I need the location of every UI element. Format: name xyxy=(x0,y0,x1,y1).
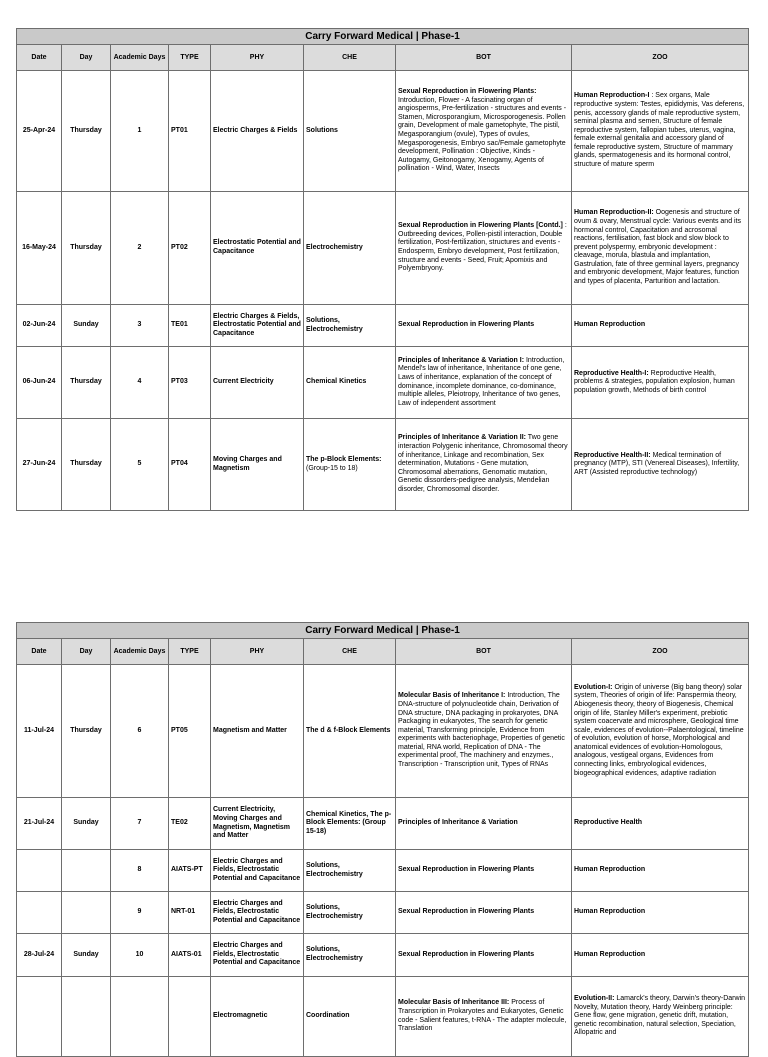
cell-academic-day: 4 xyxy=(111,347,169,419)
table-row xyxy=(17,977,749,1057)
col-header-zoo: ZOO xyxy=(572,45,749,71)
col-header-date: Date xyxy=(17,639,62,665)
cell-che: The d & f-Block Elements xyxy=(304,665,396,798)
cell-zoo-text: : Sex organs, Male reproductive system: Testes, epididymis, Vas deferens, penis, accessory glands of male reproductive system, seminal plasma and semen, Structure of female reproductive system, fallopian tubes, uterus, vagina, female external genitalia and accessory gland of female reproductive system, Structure of mammary glands, spermatogenesis and its hormonal control, structure of mature sperm xyxy=(574,92,745,169)
col-header-date: Date xyxy=(17,45,62,71)
cell-day xyxy=(62,977,111,1057)
cell-type: TE02 xyxy=(169,798,211,850)
cell-date xyxy=(17,850,62,892)
cell-zoo-text: Medical termination of pregnancy (MTP), STI (Venereal Diseases), Infertility, ART (Assisted reproductive technology) xyxy=(574,451,740,476)
cell-bot-text: Process of Transcription in Prokaryotes and Eukaryotes, Genetic code - Salient features, t-RNA - The adapter molecule, Translation xyxy=(398,999,567,1033)
cell-che: Solutions xyxy=(304,71,396,192)
cell-type: PT03 xyxy=(169,347,211,419)
cell-zoo-text: Origin of universe (Big bang theory) solar system, Theories of origin of life: Panspermia theory, Abiogenesis theory, theory of Biogenesis, Chemical origin of life, Stanley Miller's experiment, prebiotic system coacervate and microsphere, Geological time scale, evidences of evolution--Palaentological, timeline of evolution, evolution of horse, Morphological and anatomical evidences of evolution-Homologous, analogous, vestigeal organs, Evidences from connecting links, embryological evidences, biogeographical evidences, adaptive radiation xyxy=(574,683,744,777)
cell-phy: Current Electricity xyxy=(211,347,304,419)
cell-bot xyxy=(396,419,572,511)
cell-che: Solutions, Electrochemistry xyxy=(304,892,396,934)
cell-bot: Sexual Reproduction in Flowering Plants xyxy=(396,934,572,977)
cell-che: Solutions, Electrochemistry xyxy=(304,305,396,347)
cell-date xyxy=(17,892,62,934)
table-row xyxy=(17,798,749,850)
table-row xyxy=(17,892,749,934)
cell-zoo xyxy=(572,71,749,192)
cell-zoo xyxy=(572,977,749,1057)
cell-phy: Electric Charges and Fields, Electrostatic Potential and Capacitance xyxy=(211,892,304,934)
cell-che: Chemical Kinetics, The p-Block Elements: (Group 15-18) xyxy=(304,798,396,850)
cell-bot: Sexual Reproduction in Flowering Plants xyxy=(396,892,572,934)
cell-zoo xyxy=(572,192,749,305)
cell-day: Thursday xyxy=(62,347,111,419)
cell-academic-day: 7 xyxy=(111,798,169,850)
cell-bot-text: Introduction, Flower - A fascinating organ of angiosperms, Pre-fertilization - structures and events - Stamen, Microsporangium, Microsporogenesis. Pollen grain, Development of male gametophyte, The pistil, Megasporangium (ovule), Types of ovules, Megasporogenesis, Embryo sac/Female gametophyte development, Pollination : Objective, Kinds - Autogamy, Geitonogamy, Xenogamy, Agents of pollination - Wind, Water, Insects xyxy=(398,96,567,173)
cell-date: 25-Apr-24 xyxy=(17,71,62,192)
cell-phy: Electric Charges and Fields, Electrostatic Potential and Capacitance xyxy=(211,850,304,892)
cell-type: PT01 xyxy=(169,71,211,192)
cell-phy: Magnetism and Matter xyxy=(211,665,304,798)
cell-date: 16-May-24 xyxy=(17,192,62,305)
table-row xyxy=(17,305,749,347)
cell-bot-text: Introduction, The DNA-structure of polynucleotide chain, Derivation of DNA structure, DNA packaging in prokaryotes, DNA Packaging in eukaryotes, The search for genetic material, Transforming principle, Evidence from experiments with bacteriophage, Properties of genetic material, RNA world, Replication of DNA - The experimental proof, The machinery and enzymes., Transcription - Transcription unit, Types of RNAs xyxy=(398,692,565,769)
cell-type: NRT-01 xyxy=(169,892,211,934)
cell-phy: Electrostatic Potential and Capacitance xyxy=(211,192,304,305)
cell-zoo-heading: Reproductive Health-II: xyxy=(574,451,651,459)
cell-che xyxy=(304,419,396,511)
cell-bot-text: Introduction, Mendel's law of inheritance, Inheritance of one gene, Laws of inheritance, explanation of the concept of dominance, incomplete dominance, co-dominance, multiple alleles, Pleiotropy, Inheritance of two genes, Law of independent assortment xyxy=(398,356,565,407)
cell-che: Electrochemistry xyxy=(304,192,396,305)
cell-che: Solutions, Electrochemistry xyxy=(304,850,396,892)
cell-bot-heading: Sexual Reproduction in Flowering Plants [Contd.] xyxy=(398,222,563,230)
table-title: Carry Forward Medical | Phase-1 xyxy=(17,29,749,45)
col-header-day: Day xyxy=(62,639,111,665)
cell-zoo-heading: Evolution-II: xyxy=(574,995,615,1003)
cell-phy: Electromagnetic xyxy=(211,977,304,1057)
cell-type: PT05 xyxy=(169,665,211,798)
cell-academic-day: 2 xyxy=(111,192,169,305)
cell-zoo-heading: Human Reproduction-II: xyxy=(574,209,654,217)
table-row xyxy=(17,665,749,798)
cell-che-text: (Group-15 to 18) xyxy=(306,464,358,472)
cell-date: 11-Jul-24 xyxy=(17,665,62,798)
col-header-bot: BOT xyxy=(396,45,572,71)
cell-zoo-heading: Human Reproduction-I xyxy=(574,92,650,100)
cell-date: 28-Jul-24 xyxy=(17,934,62,977)
cell-phy: Moving Charges and Magnetism xyxy=(211,419,304,511)
col-header-type: TYPE xyxy=(169,639,211,665)
cell-phy: Electric Charges and Fields, Electrostatic Potential and Capacitance xyxy=(211,934,304,977)
cell-type: PT04 xyxy=(169,419,211,511)
cell-day: Sunday xyxy=(62,305,111,347)
cell-bot-heading: Sexual Reproduction in Flowering Plants: xyxy=(398,88,537,96)
cell-type: TE01 xyxy=(169,305,211,347)
cell-academic-day: 6 xyxy=(111,665,169,798)
cell-bot xyxy=(396,192,572,305)
cell-bot xyxy=(396,977,572,1057)
cell-academic-day: 1 xyxy=(111,71,169,192)
cell-type: AIATS-PT xyxy=(169,850,211,892)
table-row xyxy=(17,71,749,192)
cell-zoo-text: Reproductive Health, problems & strategies, population explosion, human population growth, Methods of birth control xyxy=(574,369,735,394)
cell-academic-day: 5 xyxy=(111,419,169,511)
cell-bot: Sexual Reproduction in Flowering Plants xyxy=(396,305,572,347)
cell-academic-day: 9 xyxy=(111,892,169,934)
table-row xyxy=(17,192,749,305)
cell-phy: Electric Charges & Fields, Electrostatic Potential and Capacitance xyxy=(211,305,304,347)
cell-type: AIATS-01 xyxy=(169,934,211,977)
cell-academic-day: 10 xyxy=(111,934,169,977)
cell-bot xyxy=(396,665,572,798)
col-header-academic-days: Academic Days xyxy=(111,45,169,71)
cell-date xyxy=(17,977,62,1057)
cell-date: 02-Jun-24 xyxy=(17,305,62,347)
schedule-table-1 xyxy=(16,28,749,511)
cell-che: Solutions, Electrochemistry xyxy=(304,934,396,977)
schedule-table-2 xyxy=(16,622,749,1057)
cell-bot: Sexual Reproduction in Flowering Plants xyxy=(396,850,572,892)
cell-day: Thursday xyxy=(62,192,111,305)
col-header-phy: PHY xyxy=(211,639,304,665)
col-header-che: CHE xyxy=(304,639,396,665)
cell-type: PT02 xyxy=(169,192,211,305)
cell-type xyxy=(169,977,211,1057)
table-row xyxy=(17,934,749,977)
cell-zoo-text: Lamarck's theory, Darwin's theory-Darwin Novelty, Mutation theory, Hardy Weinberg principle: Gene flow, gene migration, genetic drift, mutation, genetic recombination, natural selection, Speciation, Allopatric and xyxy=(574,995,745,1037)
table-row xyxy=(17,347,749,419)
cell-che: Coordination xyxy=(304,977,396,1057)
cell-zoo-heading: Evolution-I: xyxy=(574,683,613,691)
cell-bot: Principles of Inheritance & Variation xyxy=(396,798,572,850)
cell-bot-heading: Principles of Inheritance & Variation I: xyxy=(398,356,525,364)
cell-che-heading: The p-Block Elements: xyxy=(306,455,382,463)
cell-phy: Electric Charges & Fields xyxy=(211,71,304,192)
cell-day xyxy=(62,850,111,892)
cell-zoo xyxy=(572,419,749,511)
cell-day: Thursday xyxy=(62,419,111,511)
col-header-bot: BOT xyxy=(396,639,572,665)
cell-zoo: Human Reproduction xyxy=(572,850,749,892)
table-title: Carry Forward Medical | Phase-1 xyxy=(17,623,749,639)
cell-day: Thursday xyxy=(62,71,111,192)
cell-day: Sunday xyxy=(62,934,111,977)
cell-phy: Current Electricity, Moving Charges and Magnetism, Magnetism and Matter xyxy=(211,798,304,850)
cell-zoo xyxy=(572,347,749,419)
col-header-day: Day xyxy=(62,45,111,71)
col-header-type: TYPE xyxy=(169,45,211,71)
cell-academic-day: 8 xyxy=(111,850,169,892)
col-header-phy: PHY xyxy=(211,45,304,71)
cell-bot xyxy=(396,347,572,419)
col-header-academic-days: Academic Days xyxy=(111,639,169,665)
cell-date: 27-Jun-24 xyxy=(17,419,62,511)
cell-date: 06-Jun-24 xyxy=(17,347,62,419)
cell-bot-heading: Molecular Basis of Inheritance III: xyxy=(398,999,510,1007)
cell-zoo: Human Reproduction xyxy=(572,305,749,347)
cell-bot-heading: Principles of Inheritance & Variation II: xyxy=(398,434,526,442)
cell-day xyxy=(62,892,111,934)
cell-bot-heading: Molecular Basis of Inheritance I: xyxy=(398,692,506,700)
cell-zoo xyxy=(572,665,749,798)
cell-academic-day xyxy=(111,977,169,1057)
table-row xyxy=(17,850,749,892)
cell-zoo: Human Reproduction xyxy=(572,934,749,977)
col-header-zoo: ZOO xyxy=(572,639,749,665)
table-row xyxy=(17,419,749,511)
cell-bot-text: Two gene interaction Polygenic inheritance, Chromosomal theory of inheritance, Linkage and recombination, Sex determination, Mutations - Gene mutation, Chromosomal aberrations, Genomatic mutation, Genetic dissorders-pedigree analysis, Mendelian disorder, Chromosomal disorder. xyxy=(398,434,568,493)
cell-day: Sunday xyxy=(62,798,111,850)
cell-academic-day: 3 xyxy=(111,305,169,347)
cell-bot xyxy=(396,71,572,192)
cell-zoo-text: Oogenesis and structure of ovum & ovary, Menstrual cycle: Various events and its hormonal control, Capacitation and acrosomal reactions, fertilisation, fast block and slow block to prevent polyspermy, embryonic development : cleavage, morula, blastula and implantation, Gastrulation, fate of three germinal layers, pregnancy and embryonic development, Major features, function and types of placenta, Parturition and lactation. xyxy=(574,209,742,286)
cell-date: 21-Jul-24 xyxy=(17,798,62,850)
cell-bot-text: : Outbreeding devices, Pollen-pistil interaction, Double fertilization, Post-fertilization, structures and events - Endosperm, Embryo development, Post fertilization, structure and events - Seed, Fruit; Apomixis and Polyembryony. xyxy=(398,222,567,273)
cell-day: Thursday xyxy=(62,665,111,798)
cell-zoo: Reproductive Health xyxy=(572,798,749,850)
cell-zoo-heading: Reproductive Health-I: xyxy=(574,369,649,377)
cell-zoo: Human Reproduction xyxy=(572,892,749,934)
cell-che: Chemical Kinetics xyxy=(304,347,396,419)
col-header-che: CHE xyxy=(304,45,396,71)
